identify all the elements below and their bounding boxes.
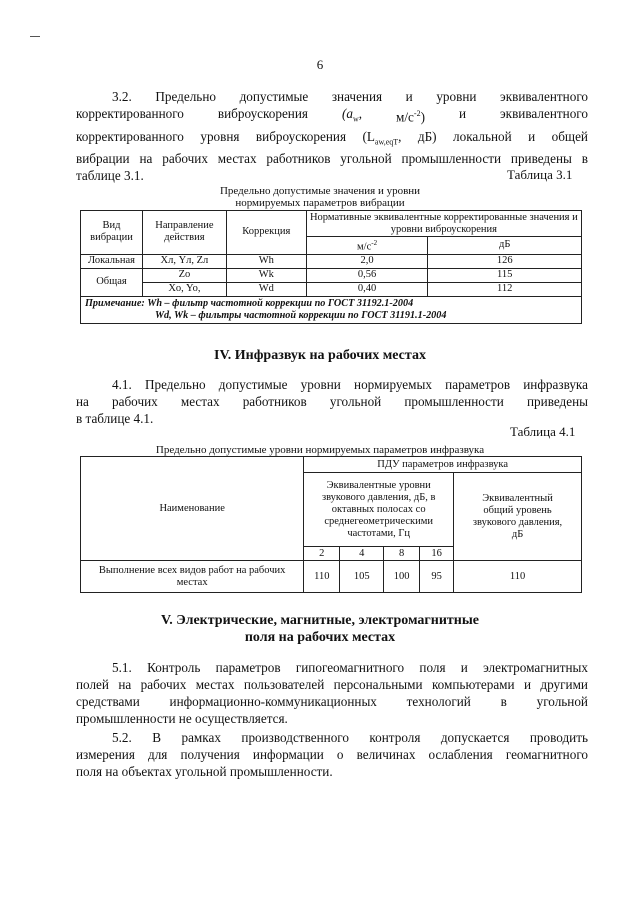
table-cell: Zo	[142, 268, 226, 282]
para-line: в таблице 4.1.	[76, 411, 154, 426]
header-cell: 4	[340, 547, 384, 561]
table-cell: Хл, Yл, Zл	[142, 254, 226, 268]
header-cell: 8	[384, 547, 420, 561]
table-4-1-caption: Предельно допустимые уровни нормируемых параметров инфразвука	[155, 444, 485, 456]
paragraph-4-1	[76, 376, 588, 427]
header-cell: Нормативные эквивалентные корректированные значения и уровни виброускорения	[306, 211, 581, 237]
para-line: вибрации на рабочих местах работников угольной промышленности приведены в	[76, 151, 588, 167]
para-line: таблице 3.1.	[76, 168, 144, 184]
para-line: на рабочих местах работников угольной промышленности приведены	[76, 394, 588, 409]
table-cell: 100	[384, 561, 420, 593]
para-line: 3.2. Предельно допустимые значения и уровни эквивалентного	[112, 89, 588, 104]
table-3-1-label: Таблица 3.1	[507, 167, 573, 182]
header-cell: Эквивалентный общий уровень звукового давления, дБ	[454, 473, 582, 561]
section-4-heading: IV. Инфразвук на рабочих местах	[214, 348, 426, 363]
header-cell: ПДУ параметров инфразвука	[304, 457, 582, 473]
para-line: промышленности не осуществляется.	[76, 711, 288, 726]
table-cell: 2,0	[306, 254, 428, 268]
header-cell: Коррекция	[226, 211, 306, 255]
table-3-1	[80, 210, 582, 324]
table-cell: 0,56	[306, 268, 428, 282]
table-note: Примечание: Wh – фильтр частотной коррекции по ГОСТ 31192.1-2004 Wd, Wk – фильтры частотной коррекции по ГОСТ 31191.1-2004	[81, 296, 582, 323]
table-cell: Wh	[226, 254, 306, 268]
table-3-1-caption: нормируемых параметров вибрации	[235, 197, 405, 209]
header-cell: 2	[304, 547, 340, 561]
header-cell: 16	[420, 547, 454, 561]
table-cell: Xo, Yo,	[142, 282, 226, 296]
para-line: корректированного виброускорения ($a_w$, $м/с^{-2}$) и эквивалентного	[76, 106, 588, 125]
section-5-heading: поля на рабочих местах	[244, 630, 396, 645]
table-cell: 95	[420, 561, 454, 593]
para-line: 5.2. В рамках производственного контроля допускается проводить	[112, 730, 588, 745]
para-line: 4.1. Предельно допустимые уровни нормируемых параметров инфразвука	[112, 377, 588, 392]
table-cell: Wd	[226, 282, 306, 296]
para-line: поля на объектах угольной промышленности.	[76, 764, 333, 779]
table-cell: 0,40	[306, 282, 428, 296]
table-3-1-caption: Предельно допустимые значения и уровни	[219, 185, 421, 197]
table-cell: Wk	[226, 268, 306, 282]
para-line: полей на рабочих местах пользователей персональными компьютерами и другими	[76, 677, 588, 692]
table-cell: Выполнение всех видов работ на рабочих местах	[81, 561, 304, 593]
paragraph-5-2	[76, 729, 588, 780]
table-cell: Общая	[81, 268, 143, 296]
page-number: 6	[316, 57, 324, 72]
header-cell: Направление действия	[142, 211, 226, 255]
table-cell: 110	[454, 561, 582, 593]
header-cell: $м/с^{-2}$	[306, 237, 428, 255]
header-cell: дБ	[428, 237, 582, 255]
paragraph-5-1	[76, 659, 588, 727]
table-4-1-label: Таблица 4.1	[510, 424, 576, 439]
table-cell: Локальная	[81, 254, 143, 268]
table-cell: 115	[428, 268, 582, 282]
section-5-heading: V. Электрические, магнитные, электромагнитные	[160, 613, 480, 628]
header-cell: Вид вибрации	[81, 211, 143, 255]
table-cell: 105	[340, 561, 384, 593]
table-cell: 126	[428, 254, 582, 268]
para-line: 5.1. Контроль параметров гипогеомагнитного поля и электромагнитных	[112, 660, 588, 675]
para-line: средствами информационно-коммуникационных технологий в угольной	[76, 694, 588, 709]
para-line: корректированного уровня виброускорения ($L_{aw,eqT}$, дБ) локальной и общей	[76, 128, 588, 147]
header-cell: Наименование	[81, 457, 304, 561]
para-line: измерения для получения информации о величинах ослабления геомагнитного	[76, 747, 588, 762]
table-4-1	[80, 456, 582, 593]
scan-mark	[30, 36, 40, 37]
header-cell: Эквивалентные уровни звукового давления, дБ, в октавных полосах со среднегеометрическими частотами, Гц	[304, 473, 454, 547]
table-cell: 112	[428, 282, 582, 296]
table-cell: 110	[304, 561, 340, 593]
